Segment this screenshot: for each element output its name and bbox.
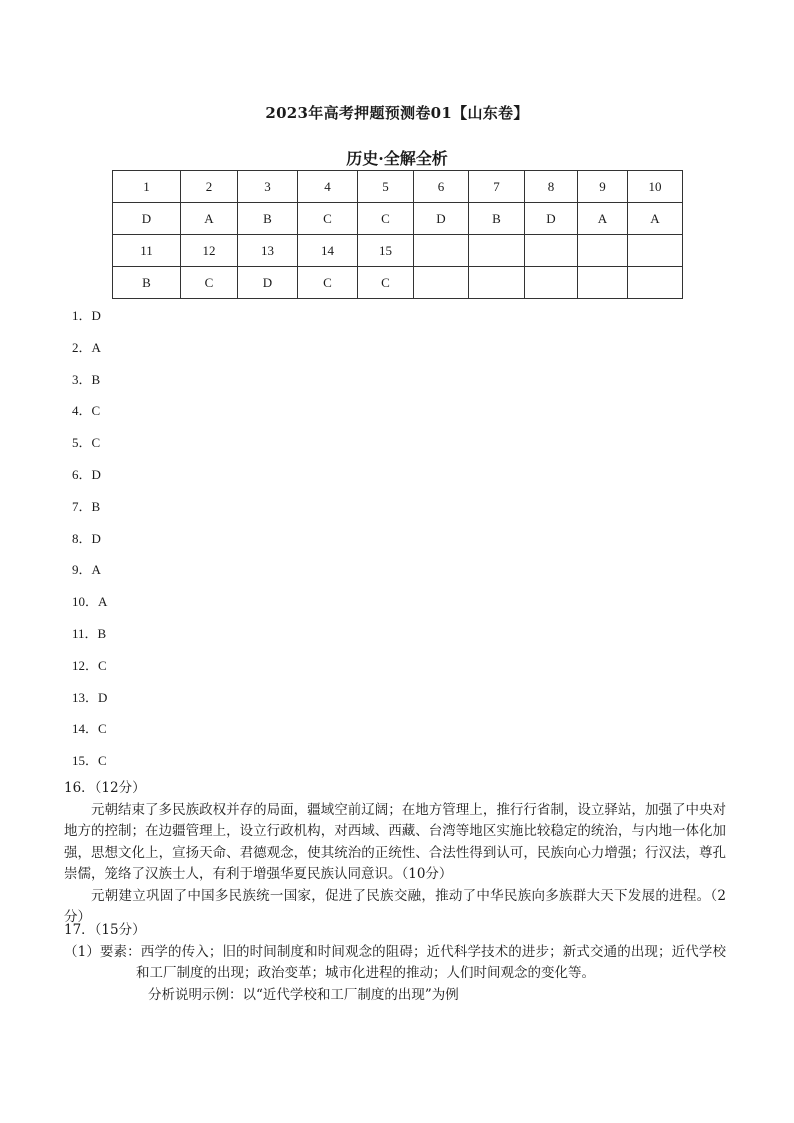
answer-item: 13．D — [72, 689, 108, 705]
answer-item: 14．C — [72, 721, 107, 737]
question-17-part-1: （1）要素：西学的传入；旧的时间制度和时间观念的阻碍；近代科学技术的进步；新式交通的出现；近代学校和工厂制度的出现；政治变革；城市化进程的推动；人们时间观念的变化等。 — [64, 943, 726, 981]
question-number-cell: 7 — [469, 171, 525, 203]
answer-cell: B — [238, 203, 298, 235]
answer-item: 15．C — [72, 753, 107, 769]
answer-cell: C — [298, 267, 358, 299]
empty-cell — [414, 235, 469, 267]
answer-item: 9．A — [72, 562, 101, 578]
answer-cell: D — [525, 203, 578, 235]
answer-cell: C — [181, 267, 238, 299]
question-number-cell: 6 — [414, 171, 469, 203]
empty-cell — [578, 267, 628, 299]
answer-cell: A — [578, 203, 628, 235]
empty-cell — [469, 267, 525, 299]
question-16-block — [64, 778, 726, 929]
answer-cell: C — [298, 203, 358, 235]
question-number-cell: 12 — [181, 235, 238, 267]
empty-cell — [578, 235, 628, 267]
answer-table-row — [113, 203, 683, 235]
question-16-paragraph-2: 元朝建立巩固了中国多民族统一国家，促进了民族交融，推动了中华民族向多族群大天下发展的进程。（2分） — [64, 887, 726, 925]
question-17-header: 17．（15分） — [64, 922, 146, 938]
answer-item: 5．C — [72, 435, 101, 451]
answer-cell: A — [628, 203, 683, 235]
empty-cell — [628, 267, 683, 299]
answer-cell: B — [113, 267, 181, 299]
answer-cell: D — [113, 203, 181, 235]
answer-item: 3．B — [72, 371, 101, 387]
empty-cell — [525, 267, 578, 299]
answer-table — [112, 170, 683, 299]
question-number-cell: 9 — [578, 171, 628, 203]
answer-table-row — [113, 235, 683, 267]
question-number-cell: 14 — [298, 235, 358, 267]
answer-item: 6．D — [72, 466, 101, 482]
page-subtitle: 历史·全解全析 — [346, 149, 448, 168]
question-number-cell: 2 — [181, 171, 238, 203]
answer-item: 4．C — [72, 403, 101, 419]
question-number-cell: 3 — [238, 171, 298, 203]
question-17-example-note: 分析说明示例：以“近代学校和工厂制度的出现”为例 — [148, 986, 459, 1003]
question-number-cell: 4 — [298, 171, 358, 203]
answer-item: 12．C — [72, 657, 107, 673]
answer-item: 8．D — [72, 530, 101, 546]
question-number-cell: 8 — [525, 171, 578, 203]
answer-cell: A — [181, 203, 238, 235]
empty-cell — [469, 235, 525, 267]
answer-cell: D — [414, 203, 469, 235]
answer-table-row — [113, 267, 683, 299]
question-number-cell: 13 — [238, 235, 298, 267]
answer-list — [72, 307, 107, 784]
answer-cell: B — [469, 203, 525, 235]
question-number-cell: 1 — [113, 171, 181, 203]
answer-table-row — [113, 171, 683, 203]
question-number-cell: 15 — [358, 235, 414, 267]
empty-cell — [628, 235, 683, 267]
question-number-cell: 11 — [113, 235, 181, 267]
answer-cell: D — [238, 267, 298, 299]
answer-item: 10．A — [72, 594, 108, 610]
page-title: 2023年高考押题预测卷01【山东卷】 — [265, 104, 529, 122]
question-17-block — [64, 920, 726, 1006]
empty-cell — [414, 267, 469, 299]
answer-item: 7．B — [72, 498, 101, 514]
question-16-header: 16．（12分） — [64, 780, 146, 796]
answer-item: 1．D — [72, 308, 101, 323]
question-16-paragraph-1: 元朝结束了多民族政权并存的局面，疆域空前辽阔；在地方管理上，推行行省制，设立驿站，加强了中央对地方的控制；在边疆管理上，设立行政机构，对西域、西藏、台湾等地区实施比较稳定的统治，与内地一体化加强，思想文化上，宣扬天命、君德观念，使其统治的正统性、合法性得到认可，民族向心力增强；行汉法，尊孔崇儒，笼络了汉族士人，有利于增强华夏民族认同意识。（10分） — [64, 801, 726, 882]
question-number-cell: 5 — [358, 171, 414, 203]
answer-cell: C — [358, 267, 414, 299]
answer-item: 2．A — [72, 339, 101, 355]
question-number-cell: 10 — [628, 171, 683, 203]
empty-cell — [525, 235, 578, 267]
answer-item: 11．B — [72, 625, 107, 641]
answer-cell: C — [358, 203, 414, 235]
